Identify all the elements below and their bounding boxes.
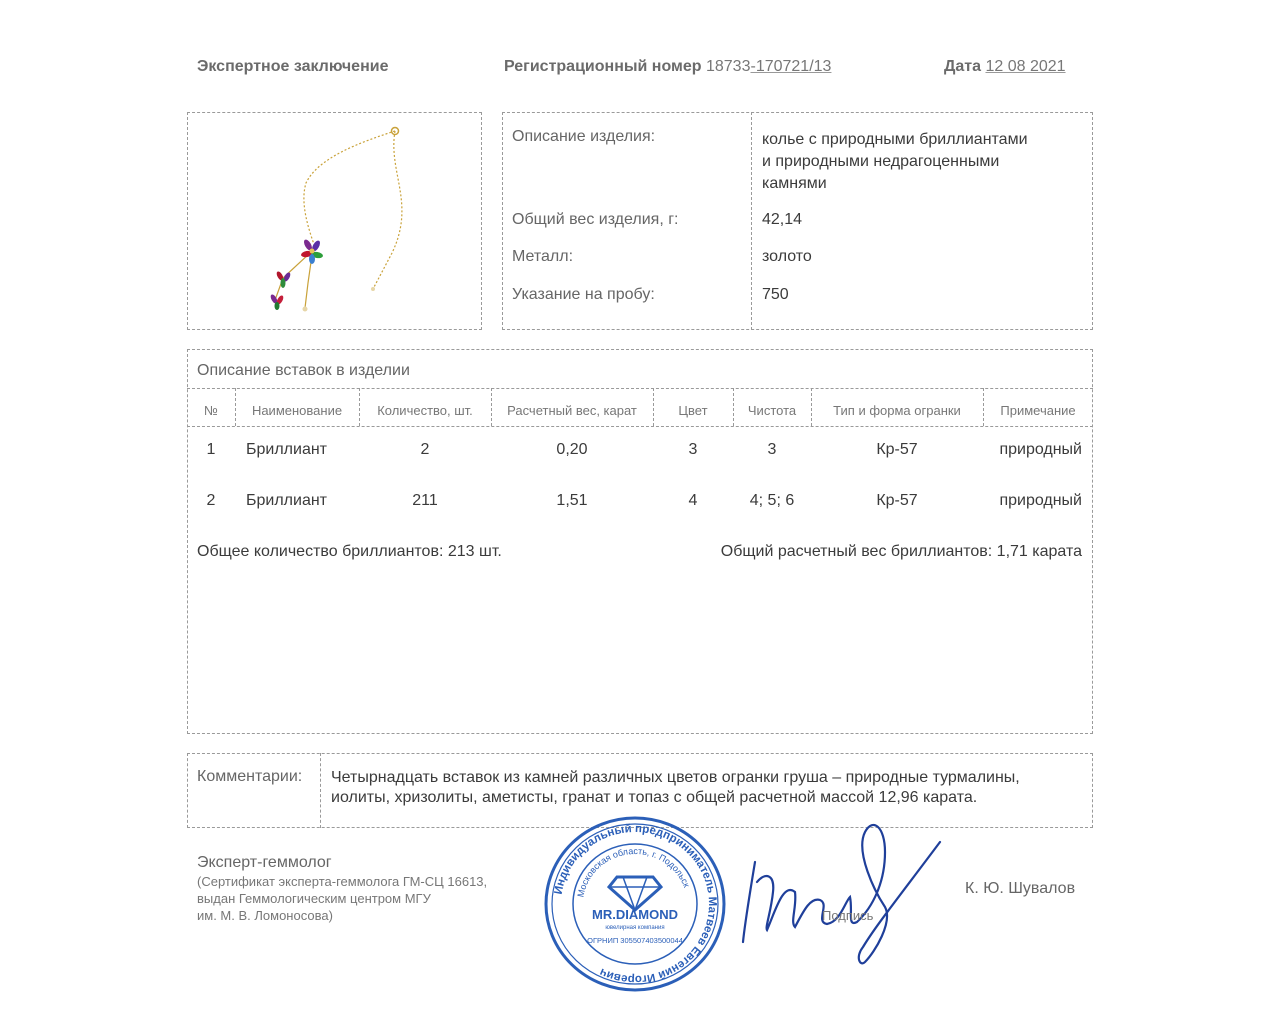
handwritten-signature	[735, 812, 945, 972]
col-header-weight: Расчетный вес, карат	[507, 403, 637, 418]
col-header-note: Примечание	[1000, 403, 1076, 418]
cert-line: выдан Геммологическим центром МГУ	[197, 891, 431, 906]
weight-value: 42,14	[762, 211, 803, 228]
table-cell: природный	[999, 441, 1082, 458]
total-weight: Общий расчетный вес бриллиантов: 1,71 карата	[720, 543, 1082, 560]
table-header-bottom	[187, 426, 1093, 427]
stamp-tagline: ювелирная компания	[605, 925, 665, 931]
table-cell: 2	[206, 492, 216, 509]
table-cell: Бриллиант	[246, 492, 328, 509]
description-label: Описание изделия:	[512, 128, 656, 145]
comments-line: иолиты, хризолиты, аметисты, гранат и топаз с общей расчетной массой 12,96 карата.	[331, 789, 978, 806]
expert-certificate	[197, 873, 487, 924]
weight-label: Общий вес изделия, г:	[512, 211, 679, 228]
registration-number	[504, 58, 831, 76]
stamp-ogrnip: ОГРНИП 305507403500044	[587, 936, 683, 945]
expert-name: К. Ю. Шувалов	[965, 880, 1076, 897]
description-line: колье с природными бриллиантами	[762, 131, 1028, 148]
necklace-image	[188, 113, 481, 329]
table-cell: 1	[206, 441, 216, 458]
product-photo-frame	[187, 112, 482, 330]
date	[944, 58, 1066, 76]
description-line: камнями	[762, 175, 827, 192]
assay-value: 750	[762, 286, 789, 303]
table-cell: 0,20	[556, 441, 588, 458]
expert-title: Эксперт-геммолог	[197, 854, 332, 871]
description-value	[762, 129, 1028, 195]
col-header-cut: Тип и форма огранки	[833, 403, 961, 418]
table-cell: 2	[420, 441, 430, 458]
col-header-quantity: Количество, шт.	[377, 403, 473, 418]
comments-line: Четырнадцать вставок из камней различных цветов огранки груша – природные турмалины,	[331, 769, 1020, 786]
comments-divider	[320, 753, 321, 828]
date-value: 12 08 2021	[985, 58, 1066, 75]
col-header-color: Цвет	[678, 403, 708, 418]
stamp-ring-text: Индивидуальный предприниматель Матвеев Евгений Игоревич	[552, 822, 719, 986]
assay-label: Указание на пробу:	[512, 286, 655, 303]
registration-number-b: -170721/13	[750, 58, 832, 75]
table-cell: 211	[412, 492, 438, 509]
table-cell: 3	[767, 441, 777, 458]
signature-label: Подпись	[822, 908, 874, 923]
table-cell: Кр-57	[876, 441, 918, 458]
table-cell: 4; 5; 6	[749, 492, 795, 509]
table-cell: 3	[688, 441, 698, 458]
inserts-title: Описание вставок в изделии	[197, 362, 410, 379]
date-label: Дата	[944, 58, 982, 75]
stamp-inner-text: Московская область, г. Подольск	[575, 845, 692, 899]
table-cell: Кр-57	[876, 492, 918, 509]
col-header-clarity: Чистота	[747, 403, 797, 418]
col-header-name: Наименование	[251, 403, 343, 418]
diamond-logo-icon	[609, 877, 661, 910]
table-cell: природный	[999, 492, 1082, 509]
table-cell: 4	[688, 492, 698, 509]
cert-line: им. М. В. Ломоносова)	[197, 908, 333, 923]
column-divider	[751, 112, 752, 330]
metal-label: Металл:	[512, 248, 574, 265]
table-header-top	[187, 388, 1093, 389]
metal-value: золото	[762, 248, 812, 265]
stamp-brand: MR.DIAMOND	[592, 907, 678, 922]
comments-text	[331, 768, 1020, 808]
registration-number-a: 18733	[705, 58, 751, 75]
company-stamp	[543, 815, 727, 993]
comments-label: Комментарии:	[197, 768, 303, 785]
total-count: Общее количество бриллиантов: 213 шт.	[197, 543, 502, 560]
table-cell: Бриллиант	[246, 441, 328, 458]
description-line: и природными недрагоценными	[762, 153, 1000, 170]
document-title: Экспертное заключение	[197, 58, 389, 75]
cert-line: (Сертификат эксперта-геммолога ГМ-СЦ 16613,	[197, 874, 488, 889]
table-cell: 1,51	[556, 492, 588, 509]
registration-label: Регистрационный номер	[504, 58, 702, 75]
col-header-number: №	[204, 403, 218, 418]
